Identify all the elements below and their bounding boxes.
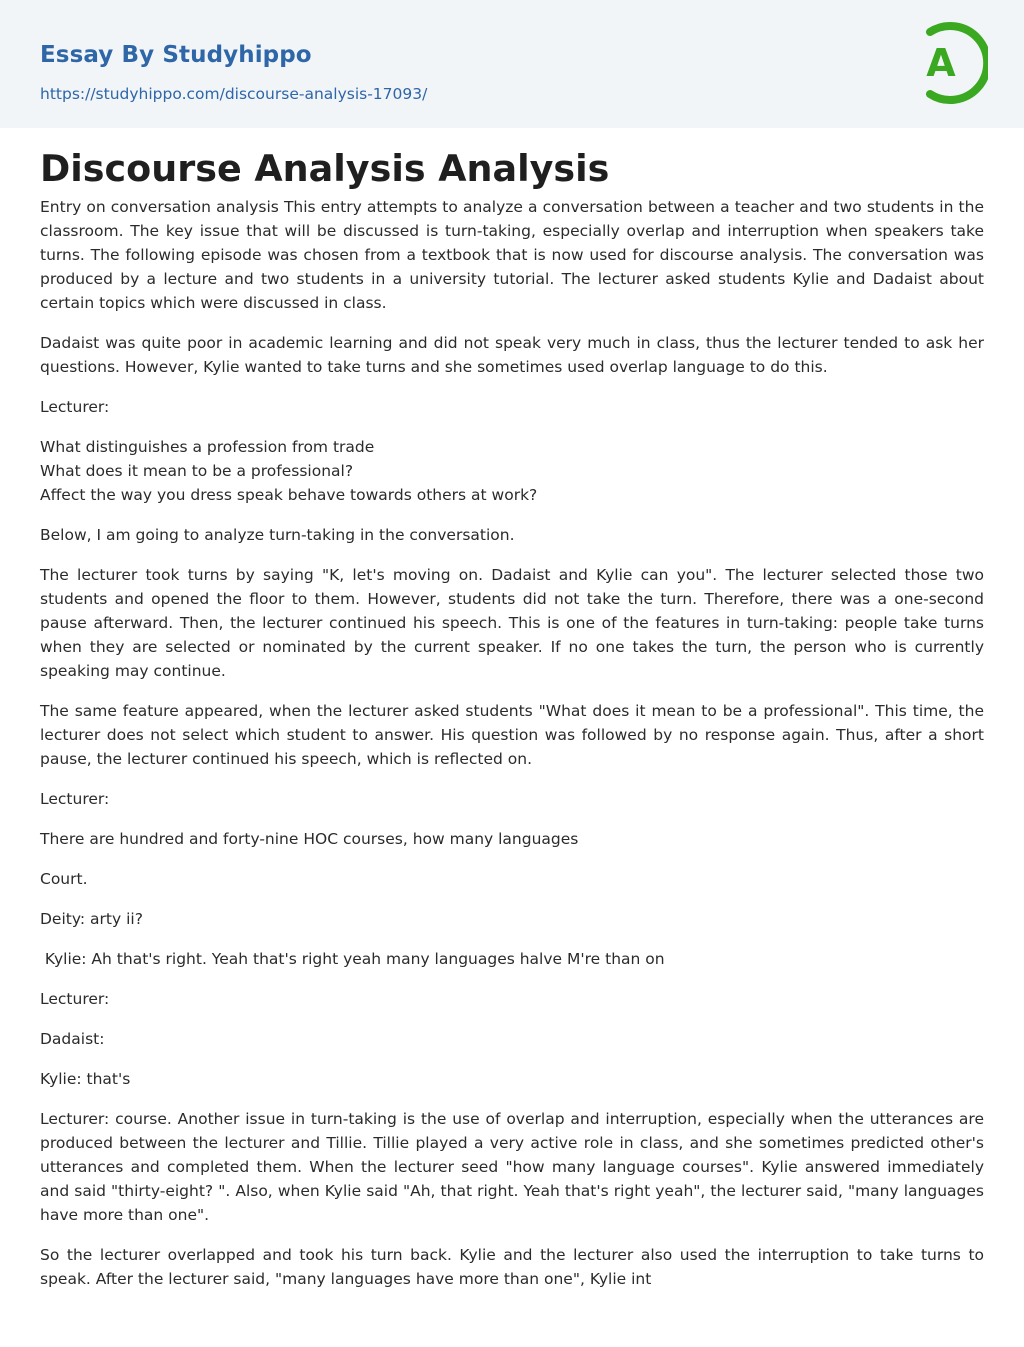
source-url-link[interactable]: https://studyhippo.com/discourse-analysis-17093/ <box>40 85 428 103</box>
logo-icon <box>912 18 988 106</box>
transcript-line: Deity: arty ii? <box>40 910 143 928</box>
transcript-line: Court. <box>40 870 88 888</box>
transcript-line: There are hundred and forty-nine HOC courses, how many languages <box>40 830 579 848</box>
question-line: What distinguishes a profession from trade <box>40 438 375 456</box>
speaker-label: Dadaist: <box>40 1030 105 1048</box>
paragraph: The lecturer took turns by saying "K, let's moving on. Dadaist and Kylie can you". The lecturer selected those two students and opened the floor to them. However, students did not take the turn. Therefore, there was a one-second pause afterward. Then, the lecturer continued his speech. This is one of the features in turn-taking: people take turns when they are selected or nominated by the current speaker. If no one takes the turn, the person who is currently speaking may continue. <box>40 566 984 680</box>
paragraph: So the lecturer overlapped and took his turn back. Kylie and the lecturer also used the interruption to take turns to speak. After the lecturer said, "many languages have more than one", Kylie int <box>40 1246 984 1288</box>
speaker-label: Lecturer: <box>40 398 110 416</box>
paragraph: Dadaist was quite poor in academic learning and did not speak very much in class, thus the lecturer tended to ask her questions. However, Kylie wanted to take turns and she sometimes used overlap language to do this. <box>40 334 984 376</box>
transcript-line: Kylie: that's <box>40 1070 131 1088</box>
site-brand[interactable]: Essay By Studyhippo <box>40 42 312 68</box>
article <box>0 128 1024 1291</box>
studyhippo-logo[interactable] <box>912 18 988 106</box>
site-header <box>0 0 1024 128</box>
logo-letter: A <box>926 41 956 85</box>
speaker-label: Lecturer: <box>40 990 110 1008</box>
question-line: Affect the way you dress speak behave towards others at work? <box>40 486 538 504</box>
page-title: Discourse Analysis Analysis <box>40 147 610 190</box>
paragraph: Lecturer: course. Another issue in turn-taking is the use of overlap and interruption, especially when the utterances are produced between the lecturer and Tillie. Tillie played a very active role in class, and she sometimes predicted other's utterances and completed them. When the lecturer seed "how many language courses". Kylie answered immediately and said "thirty-eight? ". Also, when Kylie said "Ah, that right. Yeah that's right yeah", the lecturer said, "many languages have more than one". <box>40 1110 984 1224</box>
transcript-line: Kylie: Ah that's right. Yeah that's right yeah many languages halve M're than on <box>40 950 665 968</box>
paragraph: Entry on conversation analysis This entry attempts to analyze a conversation between a teacher and two students in the classroom. The key issue that will be discussed is turn-taking, especially overlap and interruption when speakers take turns. The following episode was chosen from a textbook that is now used for discourse analysis. The conversation was produced by a lecture and two students in a university tutorial. The lecturer asked students Kylie and Dadaist about certain topics which were discussed in class. <box>40 198 984 312</box>
question-line: What does it mean to be a professional? <box>40 462 354 480</box>
paragraph: The same feature appeared, when the lecturer asked students "What does it mean to be a professional". This time, the lecturer does not select which student to answer. His question was followed by no response again. Thus, after a short pause, the lecturer continued his speech, which is reflected on. <box>40 702 984 768</box>
paragraph: Below, I am going to analyze turn-taking in the conversation. <box>40 526 515 544</box>
speaker-label: Lecturer: <box>40 790 110 808</box>
